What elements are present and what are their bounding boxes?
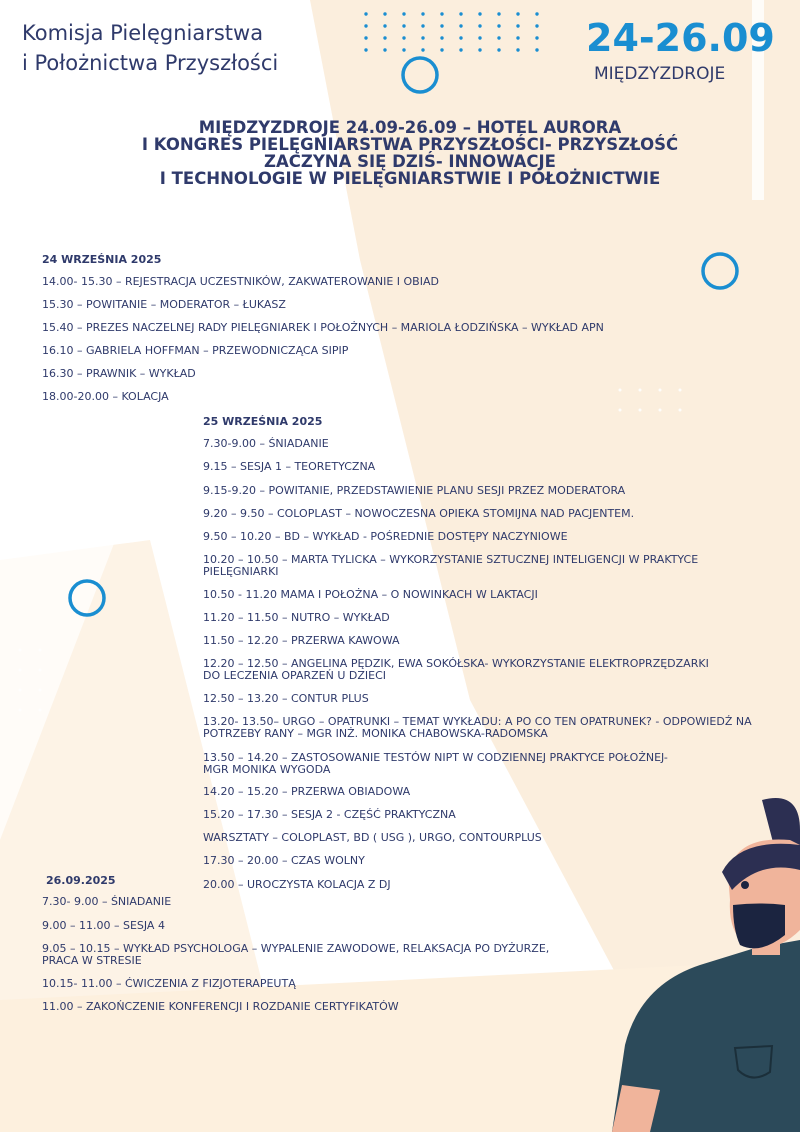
agenda-item: 11.00 – ZAKOŃCZENIE KONFERENCJI I ROZDANIE CERTYFIKATÓW <box>42 1000 399 1013</box>
agenda-item: 11.50 – 12.20 – PRZERWA KAWOWA <box>203 634 400 647</box>
agenda-item: 17.30 – 20.00 – CZAS WOLNY <box>203 854 365 867</box>
agenda-item: 16.10 – GABRIELA HOFFMAN – PRZEWODNICZĄCA SIPIP <box>42 344 349 357</box>
decor-dot <box>497 24 500 27</box>
title-line: I KONGRES PIELĘGNIARSTWA PRZYSZŁOŚCI- PRZYSZŁOŚĆ <box>141 135 679 154</box>
agenda-item: 14.00- 15.30 – REJESTRACJA UCZESTNIKÓW, ZAKWATEROWANIE I OBIAD <box>42 275 439 288</box>
decor-dot <box>421 24 424 27</box>
decor-dot <box>402 24 405 27</box>
decor-dot <box>383 12 386 15</box>
decor-dot <box>478 24 481 27</box>
agenda-item: 7.30-9.00 – ŚNIADANIE <box>203 437 329 450</box>
agenda-item: 12.50 – 13.20 – CONTUR PLUS <box>203 692 369 705</box>
day2-heading: 25 WRZEŚNIA 2025 <box>203 415 323 428</box>
agenda-item: 14.20 – 15.20 – PRZERWA OBIADOWA <box>203 785 411 798</box>
agenda-item: 9.05 – 10.15 – WYKŁAD PSYCHOLOGA – WYPALENIE ZAWODOWE, RELAKSACJA PO DYŻURZE, PRACA W STRESIE <box>42 942 550 967</box>
decor-dot <box>383 36 386 39</box>
agenda-item: 9.15-9.20 – POWITANIE, PRZEDSTAWIENIE PLANU SESJI PRZEZ MODERATORA <box>203 484 626 497</box>
decor-dot <box>459 48 462 51</box>
decor-dot <box>516 24 519 27</box>
agenda-item: 15.30 – POWITANIE – MODERATOR – ŁUKASZ <box>42 298 286 311</box>
organizer-line-2: i Położnictwa Przyszłości <box>22 51 279 75</box>
agenda-item: 11.20 – 11.50 – NUTRO – WYKŁAD <box>203 611 390 624</box>
title-line: MIĘDZYZDROJE 24.09-26.09 – HOTEL AURORA <box>198 118 622 137</box>
agenda-item: 15.20 – 17.30 – SESJA 2 - CZĘŚĆ PRAKTYCZNA <box>203 808 456 821</box>
decor-dot <box>421 12 424 15</box>
decor-dot <box>421 36 424 39</box>
agenda-item: 10.50 - 11.20 MAMA I POŁOŻNA – O NOWINKACH W LAKTACJI <box>203 588 538 601</box>
event-dates: 24-26.09 <box>586 16 775 60</box>
agenda-item: 10.20 – 10.50 – MARTA TYLICKA – WYKORZYSTANIE SZTUCZNEJ INTELIGENCJI W PRAKTYCE PIELĘGNIARKI <box>203 553 699 578</box>
decor-dot <box>535 24 538 27</box>
organizer-name <box>22 18 278 78</box>
title-line: I TECHNOLOGIE W PIELĘGNIARSTWIE I POŁOŻNICTWIE <box>159 169 661 188</box>
day3-heading: 26.09.2025 <box>46 874 116 887</box>
decor-dot <box>535 36 538 39</box>
decor-dot <box>402 12 405 15</box>
decor-dot <box>497 48 500 51</box>
agenda-item: 20.00 – UROCZYSTA KOLACJA Z DJ <box>203 878 391 891</box>
decor-dot <box>459 12 462 15</box>
decor-dot <box>402 48 405 51</box>
decor-dot <box>364 12 367 15</box>
decor-dot <box>478 36 481 39</box>
decor-dot <box>364 48 367 51</box>
agenda-item: 9.20 – 9.50 – COLOPLAST – NOWOCZESNA OPIEKA STOMIJNA NAD PACJENTEM. <box>203 507 635 520</box>
agenda-item: 15.40 – PREZES NACZELNEJ RADY PIELĘGNIAREK I POŁOŻNYCH – MARIOLA ŁODZIŃSKA – WYKŁAD APN <box>42 321 604 334</box>
agenda-item: WARSZTATY – COLOPLAST, BD ( USG ), URGO, CONTOURPLUS <box>203 831 542 844</box>
agenda-item: 9.15 – SESJA 1 – TEORETYCZNA <box>203 460 376 473</box>
agenda-item: 9.50 – 10.20 – BD – WYKŁAD - POŚREDNIE DOSTĘPY NACZYNIOWE <box>203 530 568 543</box>
decor-dot <box>516 48 519 51</box>
agenda-item: 13.50 – 14.20 – ZASTOSOWANIE TESTÓW NIPT W CODZIENNEJ PRAKTYCE POŁOŻNEJ- MGR MONIKA WYGODA <box>203 751 668 776</box>
decor-dot <box>497 36 500 39</box>
agenda-item: 10.15- 11.00 – ĆWICZENIA Z FIZJOTERAPEUTĄ <box>42 977 296 990</box>
decor-dot <box>535 12 538 15</box>
decor-dot <box>440 24 443 27</box>
decor-dot <box>535 48 538 51</box>
day1-heading: 24 WRZEŚNIA 2025 <box>42 253 162 266</box>
event-city: MIĘDZYZDROJE <box>594 64 726 84</box>
title-line: ZACZYNA SIĘ DZIŚ- INNOWACJE <box>264 152 556 171</box>
decor-dot <box>516 12 519 15</box>
decor-dot <box>440 12 443 15</box>
decor-dot <box>516 36 519 39</box>
decor-dot <box>459 24 462 27</box>
conference-title <box>60 119 760 187</box>
organizer-line-1: Komisja Pielęgniarstwa <box>22 21 264 45</box>
agenda-item: 9.00 – 11.00 – SESJA 4 <box>42 919 165 932</box>
decor-dot <box>440 36 443 39</box>
decor-dot <box>383 48 386 51</box>
agenda-item: 12.20 – 12.50 – ANGELINA PĘDZIK, EWA SOKÓŁSKA- WYKORZYSTANIE ELEKTROPRZĘDZARKI DO LECZENIA OPARZEŃ U DZIECI <box>203 657 709 682</box>
decor-dot <box>364 36 367 39</box>
agenda-item: 13.20- 13.50– URGO – OPATRUNKI – TEMAT WYKŁADU: A PO CO TEN OPATRUNEK? - ODPOWIEDŹ NA POTRZEBY RANY – MGR INŻ. MONIKA CHABOWSKA-RADOMSKA <box>203 715 752 740</box>
decor-dot <box>497 12 500 15</box>
decor-dot <box>402 36 405 39</box>
decor-dot <box>478 48 481 51</box>
decor-dot <box>364 24 367 27</box>
decor-dot <box>478 12 481 15</box>
decor-dot <box>459 36 462 39</box>
agenda-item: 7.30- 9.00 – ŚNIADANIE <box>42 895 172 908</box>
decor-dot <box>421 48 424 51</box>
agenda-item: 16.30 – PRAWNIK – WYKŁAD <box>42 367 196 380</box>
decor-dot <box>383 24 386 27</box>
decor-dot <box>440 48 443 51</box>
agenda-item: 18.00-20.00 – KOLACJA <box>42 390 169 403</box>
